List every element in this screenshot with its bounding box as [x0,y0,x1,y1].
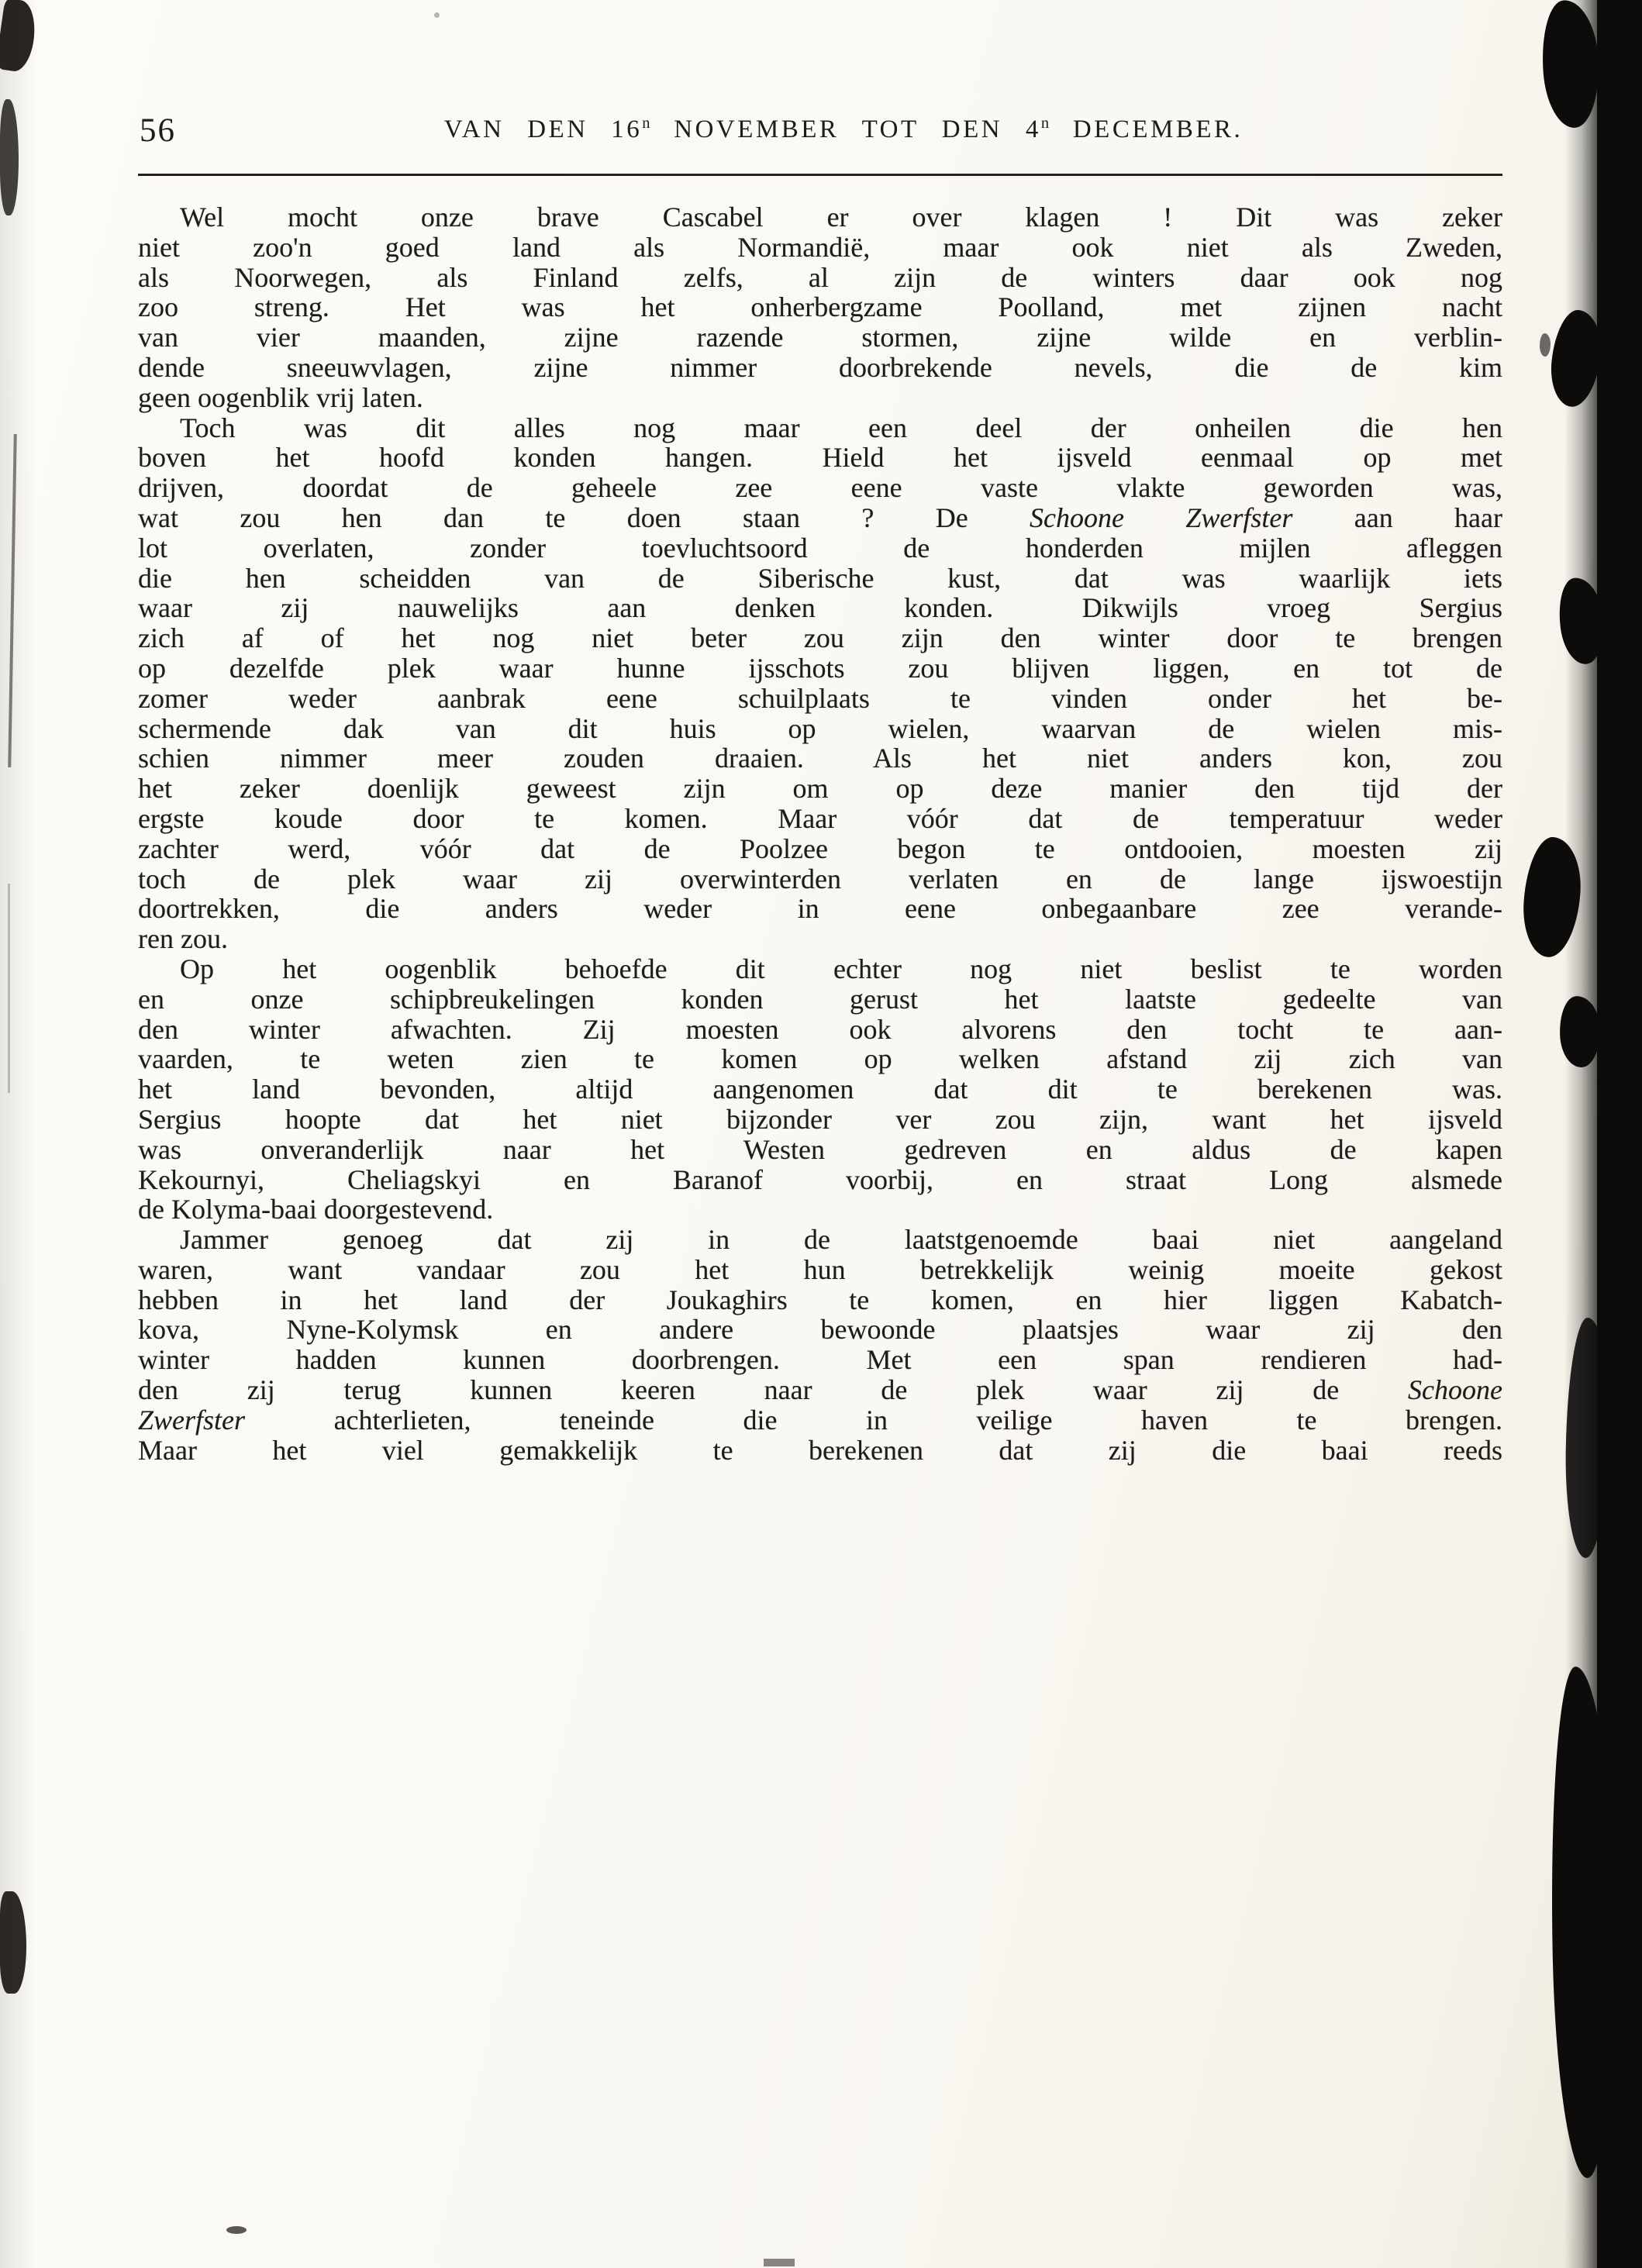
text: aan haar [1292,502,1502,533]
text-line [138,473,1502,503]
header-rule [138,174,1502,176]
text: was onveranderlijk naar het Westen gedreven en aldus de kapen [138,1133,1502,1165]
text: en onze schipbreukelingen konden gerust het laatste gedeelte van [138,983,1502,1015]
text-line [138,1135,1502,1165]
header-superscript: n [1040,115,1050,132]
text: Op het oogenblik behoefde dit echter nog niet beslist te worden [180,953,1502,984]
text-line [138,1375,1502,1405]
text-line [138,984,1502,1015]
text-line [138,684,1502,714]
text-line [138,1225,1502,1255]
paragraph [138,202,1502,413]
running-header [138,112,1502,157]
paragraph [138,954,1502,1225]
text: dende sneeuwvlagen, zijne nimmer doorbrekende nevels, die de kim [138,351,1502,383]
text-line [138,322,1502,353]
header-text: NOVEMBER TOT DEN 4 [650,115,1041,143]
text: boven het hoofd konden hangen. Hield het ijsveld eenmaal op met [138,442,1502,474]
paragraph [138,1225,1502,1465]
text: ren zou. [138,923,228,955]
text: van vier maanden, zijne razende stormen, zijne wilde en verblin- [138,322,1502,353]
text-line [138,924,1502,954]
header-text: VAN DEN 16 [443,115,643,143]
scan-speck [226,2226,247,2234]
text-line [138,1405,1502,1436]
text-line [138,1165,1502,1195]
text-line [138,1015,1502,1045]
italic-text: Schoone [1408,1374,1502,1406]
text-line [138,1194,1502,1225]
text: waren, want vandaar zou het hun betrekkelijk weinig moeite gekost [138,1253,1502,1285]
running-header-title [138,115,1502,144]
scan-scratch [8,884,10,1093]
text-line [138,413,1502,443]
text: geen oogenblik vrij laten. [138,381,423,413]
text-line [138,564,1502,594]
text-line [138,503,1502,533]
text: Kekournyi, Cheliagskyi en Baranof voorbij, en straat Long alsmede [138,1163,1502,1195]
text-line [138,864,1502,894]
text-line [138,593,1502,623]
text-line [138,834,1502,864]
text: kova, Nyne-Kolymsk en andere bewoonde plaatsjes waar zij den [138,1314,1502,1346]
text: Sergius hoopte dat het niet bijzonder ver zou zijn, want het ijsveld [138,1103,1502,1135]
page-content [138,112,1502,1466]
text-line [138,443,1502,473]
text: Wel mocht onze brave Cascabel er over klagen ! Dit was zeker [180,202,1502,233]
text: hebben in het land der Joukaghirs te komen, en hier liggen Kabatch- [138,1284,1502,1315]
text: waar zij nauwelijks aan denken konden. Dikwijls vroeg Sergius [138,592,1502,624]
page-body [138,202,1502,1465]
text-line [138,653,1502,684]
text-line [138,383,1502,413]
text: het land bevonden, altijd aangenomen dat dit te berekenen was. [138,1074,1502,1105]
text-line [138,623,1502,653]
page-number: 56 [140,112,176,149]
text: ergste koude door te komen. Maar vóór dat de temperatuur weder [138,802,1502,834]
scan-speck [0,99,19,215]
text: Jammer genoeg dat zij in de laatstgenoemde baai niet aangeland [180,1224,1502,1256]
text: die hen scheidden van de Siberische kust, dat was waarlijk iets [138,562,1502,594]
text: achterlieten, teneinde die in veilige haven te brengen. [245,1404,1502,1436]
header-text: DECEMBER. [1050,115,1244,143]
text-line [138,353,1502,383]
text-line [138,1345,1502,1375]
text: drijven, doordat de geheele zee eene vaste vlakte geworden was, [138,472,1502,504]
text: toch de plek waar zij overwinterden verlaten en de lange ijswoestijn [138,863,1502,894]
text-line [138,533,1502,564]
italic-text: Zwerfster [138,1404,246,1436]
text-line [138,1436,1502,1466]
text: winter hadden kunnen doorbrengen. Met een span rendieren had- [138,1344,1502,1376]
italic-text: Schoone Zwerfster [1030,502,1293,533]
text-line [138,1044,1502,1074]
text-line [138,714,1502,744]
paragraph [138,413,1502,954]
text-line [138,804,1502,834]
text: den winter afwachten. Zij moesten ook alvorens den tocht te aan- [138,1013,1502,1045]
text-line [138,954,1502,984]
text: als Noorwegen, als Finland zelfs, al zijn de winters daar ook nog [138,261,1502,293]
scan-speck [764,2259,795,2266]
text-line [138,202,1502,233]
text: zachter werd, vóór dat de Poolzee begon te ontdooien, moesten zij [138,832,1502,864]
text: schien nimmer meer zouden draaien. Als het niet anders kon, zou [138,743,1502,774]
text: schermende dak van dit huis op wielen, waarvan de wielen mis- [138,712,1502,744]
text-line [138,1315,1502,1345]
text: lot overlaten, zonder toevluchtsoord de honderden mijlen afleggen [138,532,1502,564]
text-line [138,1285,1502,1315]
scan-speck [434,12,440,18]
text: Toch was dit alles nog maar een deel der onheilen die hen [180,412,1502,443]
text-line [138,292,1502,322]
text: op dezelfde plek waar hunne ijsschots zou blijven liggen, en tot de [138,652,1502,684]
text: vaarden, te weten zien te komen op welken afstand zij zich van [138,1043,1502,1075]
header-superscript: n [642,115,651,132]
text: niet zoo'n goed land als Normandië, maar ook niet als Zweden, [138,231,1502,263]
scan-blob [1540,333,1551,357]
text: den zij terug kunnen keeren naar de plek waar zij de [138,1374,1409,1406]
text-line [138,774,1502,804]
text-line [138,743,1502,774]
text: zoo streng. Het was het onherbergzame Poolland, met zijnen nacht [138,291,1502,323]
text: zomer weder aanbrak eene schuilplaats te vinden onder het be- [138,682,1502,714]
text: Maar het viel gemakkelijk te berekenen dat zij die baai reeds [138,1434,1502,1466]
text: doortrekken, die anders weder in eene onbegaanbare zee verande- [138,893,1502,925]
text-line [138,1074,1502,1105]
text-line [138,233,1502,263]
text-line [138,263,1502,293]
text: zich af of het nog niet beter zou zijn den winter door te brengen [138,622,1502,654]
text: wat zou hen dan te doen staan ? De [138,502,1030,533]
text-line [138,894,1502,924]
text-line [138,1105,1502,1135]
text: de Kolyma-baai doorgestevend. [138,1194,494,1225]
text: het zeker doenlijk geweest zijn om op deze manier den tijd der [138,773,1502,805]
text-line [138,1255,1502,1285]
